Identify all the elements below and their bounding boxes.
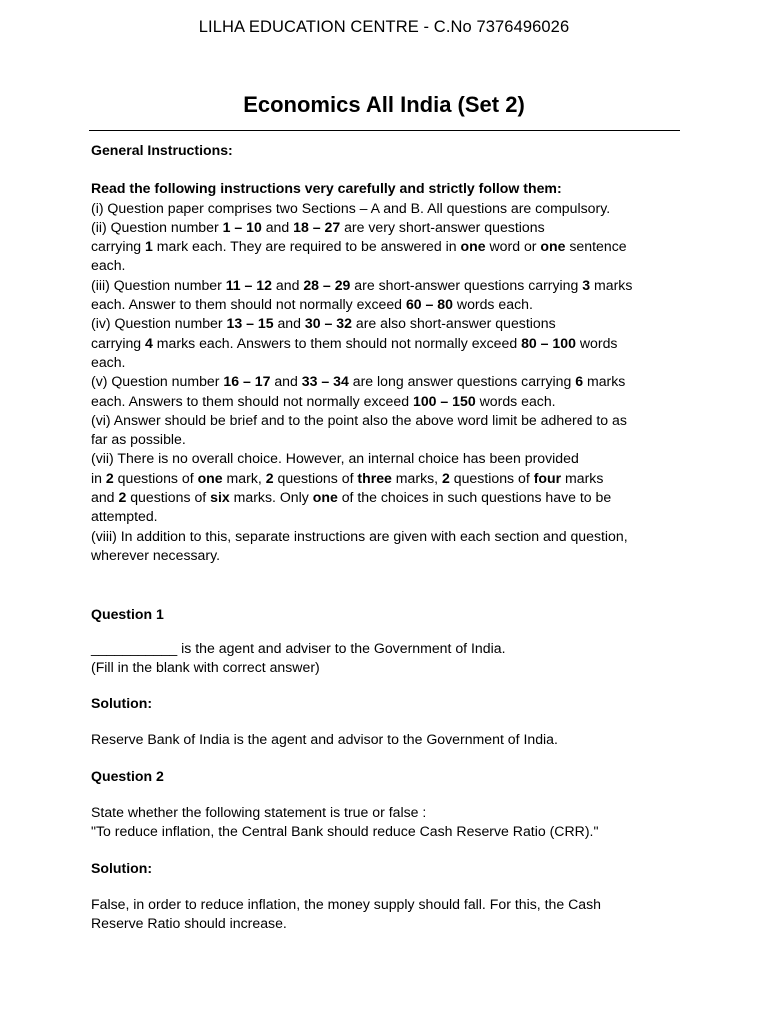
instruction-text: mark, <box>222 469 266 486</box>
question-text-line: "To reduce inflation, the Central Bank should reduce Cash Reserve Ratio (CRR)." <box>91 823 599 840</box>
question-block <box>91 605 681 749</box>
instruction-emphasis: 1 <box>145 238 153 255</box>
instruction-text: words each. <box>452 296 533 313</box>
instruction-text: in <box>91 469 106 486</box>
instruction-line <box>91 218 681 237</box>
instruction-emphasis: 30 – 32 <box>304 315 352 332</box>
page-header: LILHA EDUCATION CENTRE - C.No 7376496026 <box>198 18 570 36</box>
instruction-line <box>91 430 681 449</box>
instruction-item <box>91 218 681 276</box>
instruction-line <box>91 411 681 430</box>
instruction-text: questions of <box>273 469 358 486</box>
instructions-list <box>91 199 681 566</box>
instruction-line <box>91 546 681 565</box>
instruction-line <box>91 353 681 372</box>
instruction-item <box>91 314 681 372</box>
instruction-text: mark each. They are required to be answered in <box>152 238 461 255</box>
instructions-lead: Read the following instructions very carefully and strictly follow them: <box>91 180 562 197</box>
instruction-emphasis: 100 – 150 <box>412 392 476 409</box>
instruction-item <box>91 411 681 450</box>
instruction-item <box>91 199 681 218</box>
instruction-text: and <box>273 315 305 332</box>
spacer <box>91 677 681 694</box>
instruction-text: marks <box>590 276 633 293</box>
instruction-item <box>91 449 681 526</box>
general-instructions-heading: General Instructions: <box>91 142 233 158</box>
instruction-emphasis: 28 – 29 <box>303 276 351 293</box>
instruction-text: marks, <box>391 469 442 486</box>
instruction-text: marks. Only <box>229 489 313 506</box>
instruction-text: questions of <box>449 469 534 486</box>
instruction-emphasis: one <box>540 238 566 255</box>
solution-text-line: Reserve Bank of India is the agent and advisor to the Government of India. <box>91 731 558 748</box>
instruction-emphasis: 6 <box>575 373 584 390</box>
spacer <box>91 565 681 605</box>
instruction-emphasis: one <box>312 489 338 506</box>
instruction-emphasis: 18 – 27 <box>293 218 341 235</box>
instruction-emphasis: 2 <box>442 469 450 486</box>
instruction-emphasis: four <box>533 469 562 486</box>
solution-text-line: Reserve Ratio should increase. <box>91 915 287 932</box>
instruction-line <box>91 372 681 391</box>
instruction-text: (v) Question number <box>91 373 224 390</box>
instruction-emphasis: 3 <box>582 276 591 293</box>
question-text-line: ___________ is the agent and adviser to the Government of India. <box>91 639 506 656</box>
solution-heading: Solution: <box>91 695 153 712</box>
instruction-text: wherever necessary. <box>91 546 220 563</box>
instruction-emphasis: 4 <box>145 334 153 351</box>
instruction-line <box>91 199 681 218</box>
instruction-text: are very short-answer questions <box>340 218 545 235</box>
instruction-line <box>91 295 681 314</box>
instruction-emphasis: 60 – 80 <box>405 296 453 313</box>
instruction-text: (ii) Question number <box>91 218 223 235</box>
instruction-emphasis: 1 – 10 <box>222 218 262 235</box>
instruction-text: each. <box>91 257 126 274</box>
spacer <box>91 786 681 803</box>
instruction-text: each. <box>91 353 126 370</box>
instruction-text: marks each. Answers to them should not normally exceed <box>152 334 522 351</box>
instruction-text: attempted. <box>91 508 158 525</box>
spacer <box>91 878 681 895</box>
instruction-line <box>91 256 681 275</box>
instruction-emphasis: 13 – 15 <box>226 315 274 332</box>
instruction-text: each. Answers to them should not normally exceed <box>91 392 413 409</box>
instruction-emphasis: 33 – 34 <box>301 373 349 390</box>
instruction-item <box>91 276 681 315</box>
instruction-text: and <box>91 489 119 506</box>
instruction-text: (iv) Question number <box>91 315 227 332</box>
instruction-emphasis: 2 <box>265 469 274 486</box>
instruction-line <box>91 334 681 353</box>
instruction-line <box>91 488 681 507</box>
instruction-emphasis: six <box>210 489 230 506</box>
instruction-text: far as possible. <box>91 431 186 448</box>
instruction-text: word or <box>485 238 541 255</box>
instruction-line <box>91 276 681 295</box>
question-heading: Question 1 <box>91 606 164 623</box>
solution-text-line: False, in order to reduce inflation, the money supply should fall. For this, the Cash <box>91 895 601 912</box>
instruction-line <box>91 527 681 546</box>
instruction-emphasis: 2 <box>105 469 114 486</box>
instruction-text: are short-answer questions carrying <box>350 276 583 293</box>
instruction-item <box>91 527 681 566</box>
question-block <box>91 767 681 934</box>
instruction-text: words each. <box>475 392 556 409</box>
question-text-line: State whether the following statement is true or false : <box>91 804 427 821</box>
title-divider <box>89 130 680 131</box>
document-body <box>91 141 681 934</box>
instruction-emphasis: 2 <box>118 489 127 506</box>
instruction-emphasis: three <box>357 469 392 486</box>
instruction-emphasis: 80 – 100 <box>521 334 576 351</box>
instruction-text: (i) Question paper comprises two Sections – A and B. All questions are compulsory. <box>91 199 611 216</box>
spacer <box>91 713 681 730</box>
instruction-text: questions of <box>126 489 211 506</box>
instruction-text: words <box>575 334 618 351</box>
spacer <box>91 750 681 767</box>
spacer <box>91 625 681 639</box>
spacer <box>91 160 681 179</box>
instruction-line <box>91 507 681 526</box>
instruction-line <box>91 237 681 256</box>
instruction-text: sentence <box>565 238 627 255</box>
instruction-emphasis: 16 – 17 <box>223 373 271 390</box>
instruction-text: and <box>271 276 304 293</box>
spacer <box>91 842 681 859</box>
instruction-text: marks <box>583 373 626 390</box>
instruction-text: each. Answer to them should not normally exceed <box>91 296 406 313</box>
instruction-emphasis: 11 – 12 <box>225 276 272 293</box>
instruction-line <box>91 392 681 411</box>
instruction-text: (viii) In addition to this, separate instructions are given with each section and question, <box>91 527 628 544</box>
solution-heading: Solution: <box>91 859 153 876</box>
instruction-text: and <box>270 373 302 390</box>
instruction-text: of the choices in such questions have to be <box>337 489 612 506</box>
instruction-text: are also short-answer questions <box>351 315 556 332</box>
instruction-line <box>91 469 681 488</box>
question-text-line: (Fill in the blank with correct answer) <box>91 658 320 675</box>
instruction-text: are long answer questions carrying <box>348 373 576 390</box>
instruction-line <box>91 314 681 333</box>
question-heading: Question 2 <box>91 767 164 784</box>
instruction-text: questions of <box>113 469 198 486</box>
instruction-text: carrying <box>91 334 146 351</box>
instruction-line <box>91 449 681 468</box>
instruction-text: and <box>261 218 294 235</box>
instruction-text: (vi) Answer should be brief and to the point also the above word limit be adhered to as <box>91 411 627 428</box>
instruction-text: (vii) There is no overall choice. However, an internal choice has been provided <box>91 450 579 467</box>
instruction-text: carrying <box>91 238 146 255</box>
instruction-text: marks <box>561 469 604 486</box>
instruction-emphasis: one <box>460 238 486 255</box>
document-title: Economics All India (Set 2) <box>243 92 525 117</box>
instruction-emphasis: one <box>197 469 223 486</box>
instruction-item <box>91 372 681 411</box>
instruction-text: (iii) Question number <box>91 276 226 293</box>
